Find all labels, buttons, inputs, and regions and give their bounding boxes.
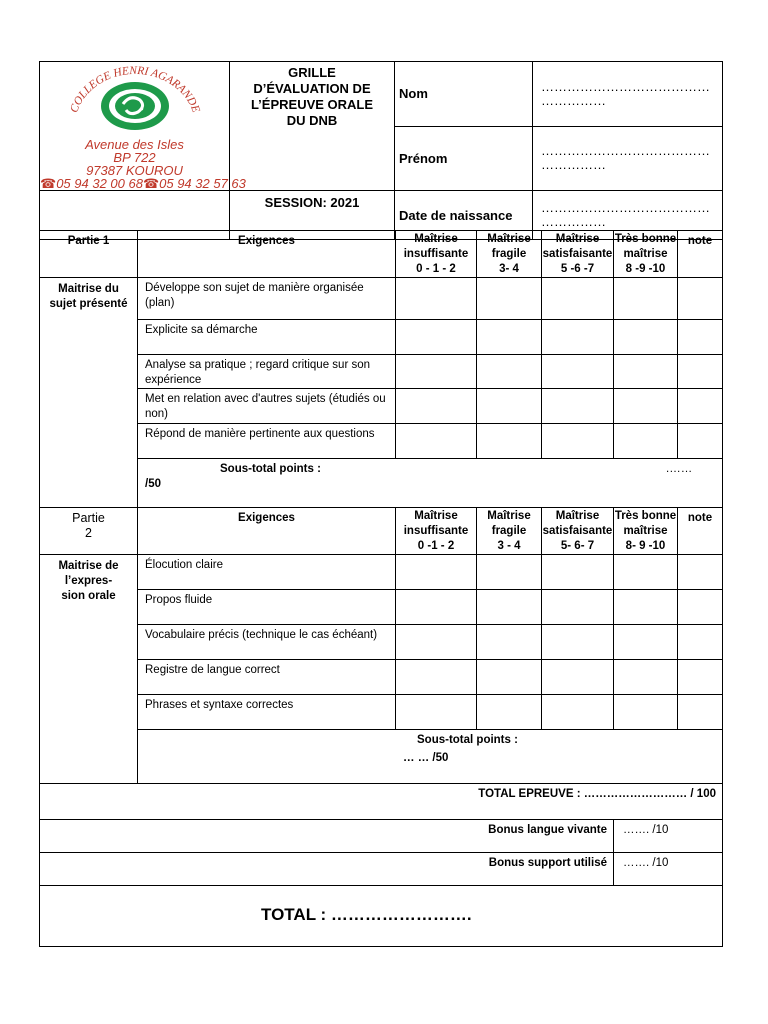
- score-cell[interactable]: [542, 625, 614, 660]
- score-cell[interactable]: [614, 389, 678, 424]
- bonus-support-label-cell: [40, 853, 614, 886]
- note-cell[interactable]: [678, 278, 723, 320]
- evaluation-grid: [39, 230, 723, 947]
- logo-phone: ☎05 94 32 00 68☎05 94 32 57 63: [40, 176, 246, 191]
- note-cell[interactable]: [678, 424, 723, 459]
- logo-cell: [40, 62, 246, 191]
- requirement-item: Vocabulaire précis (technique le cas échéant): [138, 625, 396, 660]
- form-title: [230, 62, 395, 191]
- field-prenom[interactable]: ………………………………… ……………: [533, 126, 723, 191]
- logo-address-line: Avenue des Isles: [85, 137, 184, 152]
- bonus-support-label: Bonus support utilisé: [488, 857, 607, 869]
- grand-total-text[interactable]: TOTAL : …………………….: [261, 905, 472, 924]
- level-header: Très bonne maîtrise 8- 9 -10: [614, 508, 678, 555]
- note-cell[interactable]: [678, 590, 723, 625]
- part1-label: Partie 1: [40, 231, 138, 278]
- bonus-support-value[interactable]: ……. /10: [614, 853, 723, 886]
- score-cell[interactable]: [542, 355, 614, 389]
- score-cell[interactable]: [614, 695, 678, 730]
- score-cell[interactable]: [396, 555, 477, 590]
- requirement-item: Met en relation avec d'autres sujets (étudiés ou non): [138, 389, 396, 424]
- col-note: note: [678, 231, 723, 278]
- title-line: L’ÉPREUVE ORALE: [250, 97, 374, 112]
- note-cell[interactable]: [678, 660, 723, 695]
- score-cell[interactable]: [542, 424, 614, 459]
- requirement-item: Phrases et syntaxe correctes: [138, 695, 396, 730]
- score-cell[interactable]: [477, 555, 542, 590]
- score-cell[interactable]: [477, 278, 542, 320]
- score-cell[interactable]: [614, 355, 678, 389]
- score-cell[interactable]: [396, 695, 477, 730]
- grand-total: [40, 886, 723, 947]
- score-cell[interactable]: [614, 555, 678, 590]
- score-cell[interactable]: [614, 278, 678, 320]
- score-cell[interactable]: [614, 590, 678, 625]
- score-cell[interactable]: [477, 590, 542, 625]
- requirement-item: Registre de langue correct: [138, 660, 396, 695]
- score-cell[interactable]: [477, 355, 542, 389]
- field-nom[interactable]: ………………………………… ……………: [533, 62, 723, 127]
- bonus-langue-value[interactable]: ……. /10: [614, 820, 723, 853]
- college-logo: [50, 64, 220, 138]
- level-header: Maîtrise satisfaisante 5 -6 -7: [542, 231, 614, 278]
- level-header: Maîtrise fragile 3- 4: [477, 231, 542, 278]
- requirement-item: Développe son sujet de manière organisée (plan): [138, 278, 396, 320]
- level-header: Maîtrise insuffisante 0 -1 - 2: [396, 508, 477, 555]
- score-cell[interactable]: [396, 355, 477, 389]
- score-cell[interactable]: [542, 660, 614, 695]
- field-label-nom: Nom: [395, 62, 533, 127]
- requirement-item: Répond de manière pertinente aux questions: [138, 424, 396, 459]
- level-header: Maîtrise insuffisante 0 - 1 - 2: [396, 231, 477, 278]
- score-cell[interactable]: [542, 320, 614, 355]
- score-cell[interactable]: [396, 590, 477, 625]
- note-cell[interactable]: [678, 389, 723, 424]
- bonus-langue-label: Bonus langue vivante: [488, 824, 607, 836]
- subtotal-label: Sous-total points :: [220, 463, 321, 475]
- score-cell[interactable]: [477, 625, 542, 660]
- requirement-item: Explicite sa démarche: [138, 320, 396, 355]
- score-cell[interactable]: [477, 695, 542, 730]
- subtotal-value[interactable]: … … /50: [403, 752, 449, 764]
- requirement-item: Analyse sa pratique ; regard critique sur son expérience: [138, 355, 396, 389]
- total-epreuve: [40, 784, 723, 820]
- header-table: [39, 61, 723, 240]
- note-cell[interactable]: [678, 625, 723, 660]
- requirement-item: Propos fluide: [138, 590, 396, 625]
- part1-header-row: [40, 231, 723, 278]
- title-line: DU DNB: [286, 113, 338, 128]
- score-cell[interactable]: [396, 660, 477, 695]
- score-cell[interactable]: [542, 695, 614, 730]
- score-cell[interactable]: [477, 320, 542, 355]
- score-cell[interactable]: [614, 320, 678, 355]
- score-cell[interactable]: [396, 320, 477, 355]
- col-exigences: Exigences: [138, 508, 396, 555]
- note-cell[interactable]: [678, 320, 723, 355]
- note-cell[interactable]: [678, 555, 723, 590]
- score-cell[interactable]: [396, 389, 477, 424]
- score-cell[interactable]: [542, 389, 614, 424]
- score-cell[interactable]: [477, 424, 542, 459]
- part2-subtotal: [138, 730, 723, 784]
- score-cell[interactable]: [396, 424, 477, 459]
- score-cell[interactable]: [396, 625, 477, 660]
- logo-address-line: BP 722: [113, 150, 156, 165]
- logo-address-line: 97387 KOUROU: [86, 163, 183, 178]
- part1-subtotal: [138, 459, 723, 508]
- score-cell[interactable]: [614, 424, 678, 459]
- level-header: Maîtrise satisfaisante 5- 6- 7: [542, 508, 614, 555]
- total-epreuve-text[interactable]: TOTAL EPREUVE : ……………………… / 100: [478, 788, 716, 800]
- level-header: Très bonne maîtrise 8 -9 -10: [614, 231, 678, 278]
- score-cell[interactable]: [542, 555, 614, 590]
- note-cell[interactable]: [678, 695, 723, 730]
- note-cell[interactable]: [678, 355, 723, 389]
- score-cell[interactable]: [614, 660, 678, 695]
- title-line: D’ÉVALUATION DE: [253, 81, 371, 96]
- level-header: Maîtrise fragile 3 - 4: [477, 508, 542, 555]
- session-label: SESSION: 2021: [230, 191, 395, 240]
- score-cell[interactable]: [396, 278, 477, 320]
- col-exigences: Exigences: [138, 231, 396, 278]
- part2-label: Partie 2: [40, 508, 138, 555]
- logo-arc-text: COLLEGE HENRI AGARANDE: [67, 64, 202, 115]
- subtotal-label: Sous-total points :: [417, 734, 518, 746]
- subtotal-dots[interactable]: .……: [666, 463, 693, 475]
- requirement-item: Élocution claire: [138, 555, 396, 590]
- score-cell[interactable]: [477, 660, 542, 695]
- field-label-birthdate: Date de naissance: [395, 191, 533, 240]
- bonus-langue-label-cell: [40, 820, 614, 853]
- score-cell[interactable]: [477, 389, 542, 424]
- title-line: GRILLE: [288, 65, 336, 80]
- field-birthdate[interactable]: ………………………………… ……………: [533, 191, 723, 240]
- score-cell[interactable]: [542, 590, 614, 625]
- score-cell[interactable]: [542, 278, 614, 320]
- col-note: note: [678, 508, 723, 555]
- part2-section-title: Maitrise de l’expres-sion orale: [40, 555, 138, 784]
- part1-section-title: Maitrise du sujet présenté: [40, 278, 138, 508]
- part2-header-row: [40, 508, 723, 555]
- field-label-prenom: Prénom: [395, 126, 533, 191]
- subtotal-max: /50: [145, 478, 161, 490]
- score-cell[interactable]: [614, 625, 678, 660]
